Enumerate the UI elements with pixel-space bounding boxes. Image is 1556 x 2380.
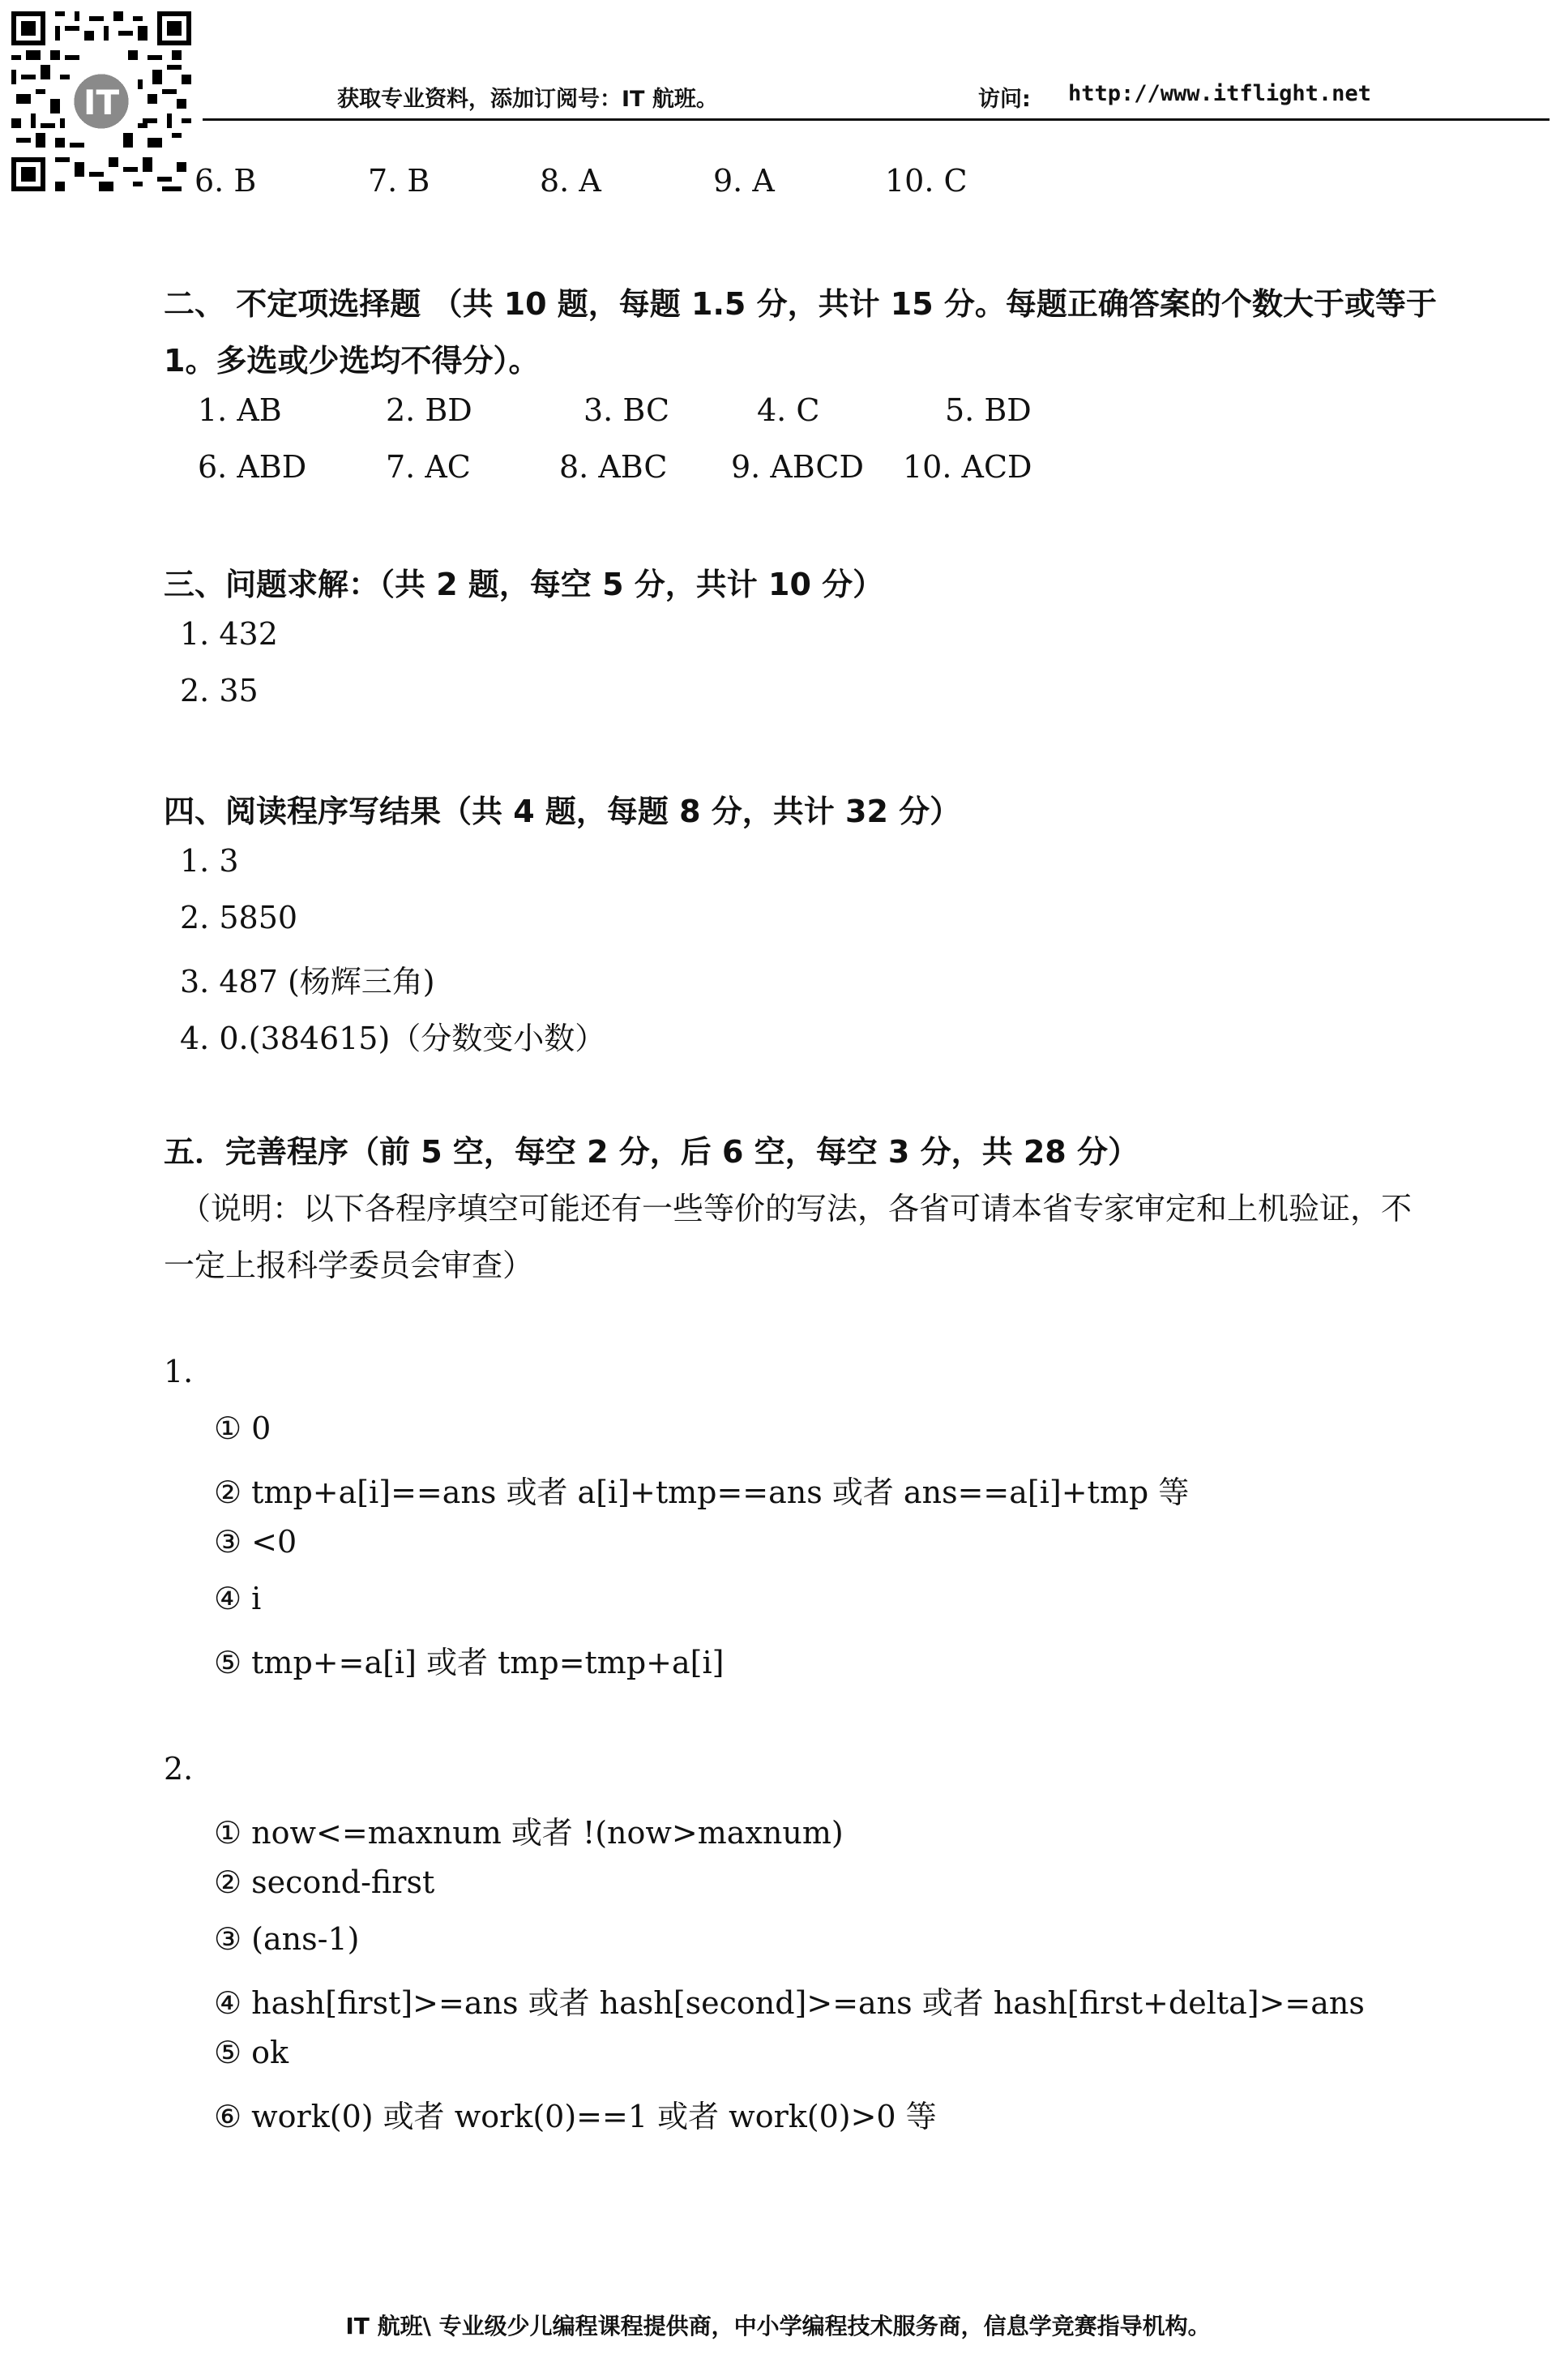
answer-item: 2. 35: [180, 673, 259, 708]
answer-item: 4. C: [757, 392, 820, 428]
svg-text:IT: IT: [83, 83, 120, 123]
answer-item: 9. ABCD: [731, 449, 864, 485]
header-visit-label: 访问:: [978, 87, 1031, 112]
answer-item: 5. BD: [945, 392, 1032, 428]
answer-item: 3. BC: [584, 392, 670, 428]
fill-answer-item: ④ i: [214, 1581, 262, 1616]
answer-item: 1. AB: [198, 392, 282, 428]
answer-item: 8. ABC: [559, 449, 668, 485]
section-5-note-line2: 一定上报科学委员会审查）: [164, 1248, 534, 1283]
fill-answer-item: ③ (ans-1): [214, 1921, 360, 1957]
answer-item: 10. ACD: [903, 449, 1032, 485]
page-footer: IT 航班\ 专业级少儿编程课程提供商，中小学编程技术服务商，信息学竞赛指导机构。: [345, 2313, 1211, 2339]
answer-item: 6. ABD: [198, 449, 307, 485]
fill-answer-item: ④ hash[first]>=ans 或者 hash[second]>=ans 或者 hash[first+delta]>=ans: [214, 1985, 1365, 2021]
fill-answer-item: ③ <0: [214, 1524, 297, 1560]
answer-item: 8. A: [540, 163, 601, 199]
qr-code-icon: [11, 11, 191, 191]
section-3-title: 三、问题求解：（共 2 题，每空 5 分，共计 10 分）: [164, 567, 884, 602]
fill-answer-item: ② tmp+a[i]==ans 或者 a[i]+tmp==ans 或者 ans==a[i]+tmp 等: [214, 1475, 1190, 1510]
answer-item: 3. 487 (杨辉三角): [180, 964, 435, 1000]
fill-answer-item: ② second-first: [214, 1864, 435, 1900]
answer-item: 7. B: [368, 163, 430, 199]
header-divider: [203, 118, 1550, 121]
answer-item: 6. B: [194, 163, 257, 199]
answer-item: 1. 432: [180, 616, 278, 652]
section-2-title-line1: 二、 不定项选择题 （共 10 题，每题 1.5 分，共计 15 分。每题正确答案的个数大于或等于: [164, 286, 1437, 322]
fill-answer-item: ⑥ work(0) 或者 work(0)==1 或者 work(0)>0 等: [214, 2099, 937, 2134]
header-url-link[interactable]: http://www.itflight.net: [1068, 81, 1371, 106]
fill-answer-item: ⑤ ok: [214, 2035, 289, 2070]
question-1-label: 1.: [164, 1354, 194, 1389]
fill-answer-item: ① now<=maxnum 或者 !(now>maxnum): [214, 1815, 844, 1851]
section-5-note-line1: （说明：以下各程序填空可能还有一些等价的写法，各省可请本省专家审定和上机验证，不: [180, 1191, 1413, 1226]
section-2-title-line2: 1。多选或少选均不得分）。: [164, 343, 540, 379]
answer-item: 2. 5850: [180, 900, 298, 935]
section-5-title: 五．完善程序（前 5 空，每空 2 分，后 6 空，每空 3 分，共 28 分）: [164, 1134, 1139, 1170]
section-4-title: 四、阅读程序写结果（共 4 题，每题 8 分，共计 32 分）: [164, 794, 961, 829]
answer-item: 1. 3: [180, 843, 239, 879]
fill-answer-item: ① 0: [214, 1410, 271, 1446]
header-notice: 获取专业资料，添加订阅号：IT 航班。: [337, 87, 718, 112]
answer-item: 2. BD: [386, 392, 472, 428]
answer-item: 7. AC: [386, 449, 471, 485]
answer-item: 9. A: [713, 163, 775, 199]
question-2-label: 2.: [164, 1751, 194, 1787]
answer-item: 4. 0.(384615)（分数变小数）: [180, 1021, 606, 1056]
answer-item: 10. C: [885, 163, 968, 199]
fill-answer-item: ⑤ tmp+=a[i] 或者 tmp=tmp+a[i]: [214, 1645, 725, 1680]
